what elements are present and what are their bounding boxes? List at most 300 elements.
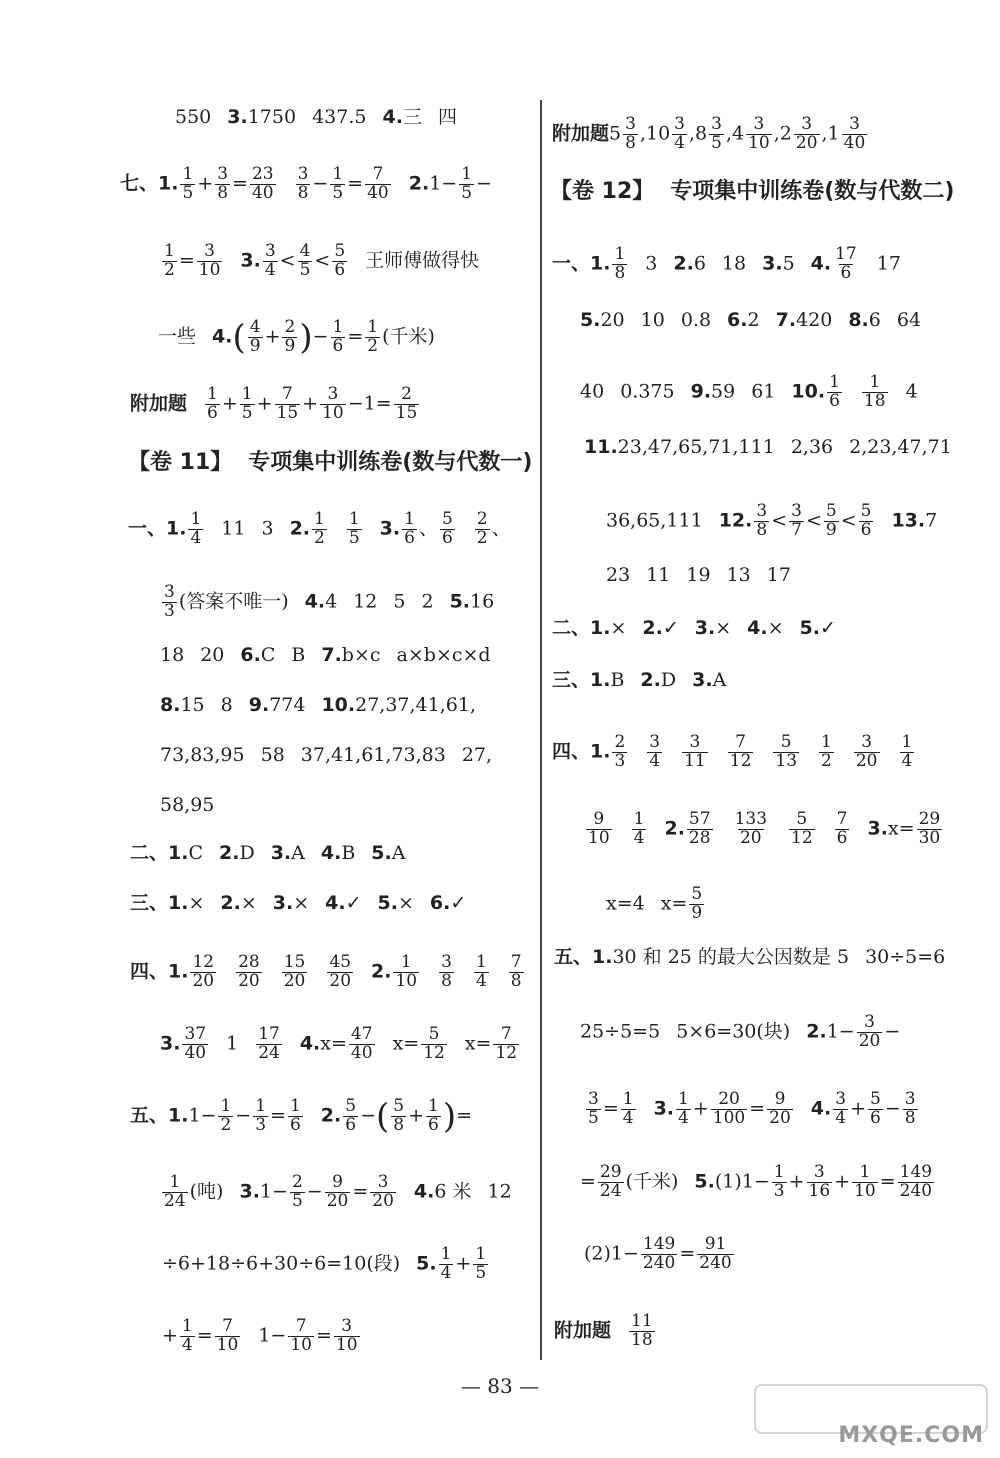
answer-line (130, 386, 421, 423)
item-label: 【卷 11】 (128, 450, 233, 475)
answer-line (130, 1098, 472, 1135)
answer-text: + (455, 1252, 472, 1275)
answer-text: 27,37,41,61, (355, 694, 476, 716)
fraction-denominator: 4 (678, 1107, 689, 1128)
answer-line (554, 948, 945, 967)
answer-text: B (341, 842, 356, 864)
answer-text: A (391, 842, 406, 864)
answer-text: 1− (826, 1020, 855, 1043)
fraction (676, 1091, 691, 1128)
answer-text: 3 (645, 252, 658, 275)
answer-text: 5 (393, 590, 406, 613)
fraction-numerator: 3 (649, 732, 661, 752)
item-label: 8. (848, 309, 869, 331)
answer-text: C (260, 644, 276, 666)
fraction-numerator: 1 (181, 1316, 193, 1336)
answer-text: 王师傅做得快 (365, 249, 480, 272)
answer-text: 30 和 25 的最大公因数是 5 (612, 946, 850, 968)
answer-line (160, 746, 492, 765)
item-label: 5. (449, 590, 471, 613)
fraction (612, 734, 627, 771)
answer-text: 2,23,47,71 (849, 436, 952, 458)
fraction-denominator: 4 (181, 1334, 193, 1355)
fraction-numerator: 133 (734, 809, 768, 829)
fraction-numerator: 1 (367, 317, 379, 337)
fraction-numerator: 5 (334, 241, 346, 261)
answer-text: 10 (640, 309, 665, 331)
answer-text: 4 (905, 380, 918, 403)
item-label: 四、1. (552, 740, 611, 763)
fraction-numerator: 2 (614, 732, 626, 752)
item-label: 4. (325, 892, 346, 914)
fraction (767, 1091, 793, 1128)
answer-text: 36,65,111 (606, 509, 703, 532)
fraction (162, 1174, 188, 1211)
item-label: 3. (867, 817, 888, 840)
fraction-denominator: 20 (238, 970, 260, 991)
answer-line (552, 246, 901, 283)
fraction-denominator: 12 (423, 1042, 445, 1063)
fraction-numerator: 1 (614, 244, 626, 264)
fraction-denominator: 3 (773, 1180, 785, 1201)
item-label: 3. (653, 1097, 675, 1120)
fraction (857, 1014, 883, 1051)
answer-text: ✓ (450, 892, 467, 914)
fraction-numerator: 149 (899, 1162, 933, 1182)
answer-text: 774 (269, 694, 306, 716)
fraction (236, 954, 262, 991)
fraction-denominator: 20 (769, 1107, 791, 1128)
fraction (275, 386, 301, 423)
fraction-denominator: 40 (251, 182, 274, 203)
answer-line (160, 1026, 521, 1063)
fraction (903, 1091, 918, 1128)
fraction-denominator: 5 (588, 1107, 599, 1128)
item-label: 11. (584, 436, 618, 458)
answer-text: + (692, 1097, 709, 1120)
fraction-denominator: 3 (255, 1114, 267, 1135)
watermark-url: MXQE.COM (838, 1423, 984, 1448)
fraction-numerator: 3 (625, 114, 636, 134)
answer-line (554, 1313, 657, 1350)
fraction-numerator: 1 (314, 509, 325, 529)
item-label: 12. (718, 509, 753, 532)
page-number: — 83 — (460, 1374, 540, 1398)
fraction-denominator: 10 (588, 827, 610, 848)
fraction (205, 386, 220, 423)
answer-text: = (315, 1324, 332, 1347)
answer-text: 18 (721, 252, 747, 275)
fraction-numerator: 9 (593, 809, 605, 829)
item-label: 4. (299, 1032, 321, 1055)
fraction (332, 243, 347, 280)
answer-text: 18 (160, 644, 185, 666)
answer-line (584, 1236, 736, 1273)
fraction-numerator: 1 (475, 1244, 487, 1264)
fraction (393, 954, 419, 991)
answer-text: 2,36 (790, 436, 834, 458)
answer-text: = (879, 1170, 896, 1193)
parenthesis: ( (232, 317, 246, 358)
answer-line (120, 166, 492, 203)
answer-line (580, 311, 921, 330)
fraction-numerator: 7 (500, 1024, 512, 1044)
fraction (672, 116, 687, 153)
answer-text: × (767, 617, 784, 639)
item-label: 4. (413, 1180, 435, 1203)
fraction (917, 811, 943, 848)
answer-text: 1− (258, 1324, 287, 1347)
fraction-denominator: 6 (870, 1107, 881, 1128)
fraction (365, 319, 380, 356)
fraction-denominator: 4 (901, 750, 913, 771)
fraction (439, 954, 454, 991)
fraction-denominator: 20 (329, 970, 352, 991)
fraction (833, 246, 859, 283)
fraction-denominator: 20 (326, 1190, 349, 1211)
fraction-numerator: 3 (835, 1089, 847, 1109)
item-label: 一、1. (128, 517, 187, 540)
fraction-numerator: 3 (217, 164, 229, 184)
fraction-numerator: 3 (297, 164, 309, 184)
fraction-numerator: 1 (869, 372, 881, 392)
fraction (835, 811, 850, 848)
fraction (402, 511, 417, 548)
fraction-denominator: 15 (395, 402, 418, 423)
fraction (182, 1026, 208, 1063)
answer-text: (答案不唯一) (178, 590, 289, 613)
fraction (320, 386, 346, 423)
answer-text: = (270, 1104, 286, 1127)
answer-line (160, 584, 494, 621)
answer-line (158, 319, 435, 356)
answer-text: × (188, 892, 205, 914)
answer-text: ,1 (821, 122, 840, 145)
fraction-numerator: 7 (295, 1316, 307, 1336)
fraction-numerator: 47 (350, 1024, 373, 1044)
fraction-numerator: 7 (735, 732, 746, 752)
answer-text: 11 (221, 517, 246, 540)
fraction-denominator: 5 (299, 259, 311, 280)
fraction (334, 1318, 360, 1355)
fraction-denominator: 10 (335, 1334, 358, 1355)
answer-text: 25÷5=5 (580, 1020, 661, 1043)
item-label: 3. (227, 106, 248, 128)
fraction-numerator: 1 (182, 164, 194, 184)
fraction-denominator: 8 (510, 970, 522, 991)
answer-text: (千米) (625, 1170, 679, 1193)
item-label: 6. (429, 892, 451, 914)
fraction-denominator: 20 (855, 750, 878, 771)
item-label: 4. (320, 842, 342, 864)
answer-text: 20 (200, 644, 225, 666)
answer-text: × (397, 892, 414, 914)
fraction (440, 511, 455, 548)
answer-text: ✓ (345, 892, 362, 914)
item-label: 2. (289, 517, 311, 540)
fraction-numerator: 7 (222, 1316, 233, 1336)
fraction-numerator: 1 (440, 1244, 452, 1264)
fraction (789, 811, 815, 848)
fraction (330, 166, 345, 203)
answer-line (584, 1091, 920, 1128)
fraction-numerator: 4 (299, 241, 311, 261)
answer-text: 4 (325, 590, 338, 613)
fraction (827, 374, 842, 411)
fraction (623, 116, 638, 153)
fraction (218, 1098, 233, 1135)
fraction-numerator: 1 (475, 952, 487, 972)
item-label: 6. (240, 644, 261, 666)
item-label: 二、1. (552, 617, 611, 639)
answer-text: + (302, 392, 319, 415)
item-label: 专项集中训练卷(数与代数一) (248, 450, 533, 475)
answer-text: 5 (782, 252, 795, 275)
fraction-numerator: 1 (289, 1096, 301, 1116)
fraction-denominator: 24 (258, 1042, 280, 1063)
answer-text: − (884, 1020, 901, 1043)
fraction-numerator: 5 (796, 809, 808, 829)
item-label: 5. (377, 892, 398, 914)
fraction-denominator: 18 (631, 1329, 653, 1350)
answer-line (160, 1174, 512, 1211)
parenthesis: ) (299, 317, 313, 358)
fraction-numerator: 3 (327, 384, 339, 404)
fraction-numerator: 37 (184, 1024, 207, 1044)
fraction-numerator: 1 (428, 1096, 439, 1116)
answer-text: 0.8 (680, 309, 712, 331)
fraction (854, 734, 880, 771)
fraction-numerator: 1 (821, 732, 832, 752)
item-label: 4. (212, 325, 233, 348)
fraction-denominator: 6 (840, 262, 852, 283)
fraction (253, 1098, 268, 1135)
answer-text: x= (392, 1032, 420, 1055)
answer-line (130, 954, 526, 991)
answer-line (606, 503, 937, 540)
fraction-denominator: 6 (289, 1114, 301, 1135)
fraction-numerator: 5 (345, 1096, 357, 1116)
watermark (758, 1384, 988, 1448)
fraction-numerator: 9 (332, 1172, 343, 1192)
fraction-denominator: 8 (297, 182, 309, 203)
answer-text: + (221, 392, 238, 415)
answer-text: 437.5 (312, 106, 367, 128)
fraction (612, 246, 627, 283)
fraction-numerator: 3 (164, 582, 175, 602)
fraction-denominator: 6 (332, 335, 344, 356)
fraction-numerator: 15 (283, 952, 306, 972)
answer-line (175, 108, 457, 127)
item-label: 三、1. (552, 669, 611, 691)
fraction-numerator: 4 (249, 317, 261, 337)
fraction (248, 319, 263, 356)
answer-text: 3 (261, 517, 274, 540)
answer-line (552, 671, 726, 690)
answer-text: = (602, 1097, 619, 1120)
fraction-denominator: 2 (314, 527, 325, 548)
fraction (898, 1164, 934, 1201)
fraction-denominator: 24 (164, 1190, 186, 1211)
fraction-numerator: 3 (813, 1162, 825, 1182)
fraction-numerator: 5 (393, 1096, 405, 1116)
item-label: 2. (673, 252, 694, 275)
fraction-numerator: 2 (401, 384, 412, 404)
fraction-numerator: 1 (633, 809, 645, 829)
item-label: 7. (775, 309, 797, 331)
fraction (687, 811, 713, 848)
answer-text: − (360, 1104, 376, 1127)
fraction (475, 511, 490, 548)
answer-text: 23 (606, 564, 631, 586)
fraction (728, 734, 754, 771)
fraction-numerator: 7 (510, 952, 522, 972)
fraction-numerator: 1 (859, 1162, 871, 1182)
fraction (256, 1026, 282, 1063)
fraction-denominator: 100 (712, 1107, 746, 1128)
fraction (215, 166, 230, 203)
fraction-numerator: 1 (348, 509, 360, 529)
answer-text: = (456, 1104, 473, 1127)
fraction (709, 116, 724, 153)
fraction-denominator: 8 (904, 1107, 916, 1128)
answer-text: − (235, 1104, 252, 1127)
parenthesis: ) (442, 1096, 457, 1137)
answer-text: 23,47,65,71,111 (617, 436, 775, 458)
fraction-denominator: 3 (614, 750, 626, 771)
fraction-denominator: 20 (192, 970, 215, 991)
fraction (474, 954, 489, 991)
fraction (312, 511, 327, 548)
right-column (540, 0, 1000, 1458)
item-label: 5. (580, 309, 601, 331)
fraction-denominator: 12 (791, 827, 813, 848)
item-label: 3. (272, 892, 294, 914)
fraction-numerator: 7 (836, 809, 848, 829)
fraction (288, 1318, 314, 1355)
answer-text: 17 (876, 252, 901, 275)
fraction-denominator: 20 (372, 1190, 394, 1211)
fraction-denominator: 10 (748, 132, 770, 153)
fraction-denominator: 20 (283, 970, 306, 991)
fraction-numerator: 57 (688, 809, 711, 829)
answer-line (162, 1246, 490, 1283)
answer-text: 59 (711, 380, 736, 403)
item-label: 2. (408, 172, 430, 195)
answer-text: (吨) (189, 1180, 224, 1203)
fraction-denominator: 4 (475, 970, 487, 991)
answer-text: (1)1− (714, 1170, 770, 1193)
fraction-numerator: 17 (835, 244, 857, 264)
fraction (807, 1164, 833, 1201)
answer-line (130, 894, 466, 913)
fraction-numerator: 5 (780, 732, 792, 752)
fraction-denominator: 20 (858, 1030, 881, 1051)
fraction-denominator: 12 (729, 750, 752, 771)
fraction (250, 166, 276, 203)
answer-text: 16 (470, 590, 495, 613)
fraction (629, 1313, 655, 1350)
fraction-denominator: 6 (345, 1114, 357, 1135)
fraction (343, 1098, 358, 1135)
answer-text: + (408, 1104, 425, 1127)
fraction (349, 1026, 375, 1063)
fraction-denominator: 4 (190, 527, 202, 548)
answer-text: 27, (461, 744, 493, 766)
answer-line (160, 696, 476, 715)
item-label: 4. (747, 617, 768, 639)
parenthesis: ( (376, 1096, 390, 1137)
fraction-denominator: 10 (854, 1180, 876, 1201)
fraction (852, 1164, 878, 1201)
answer-text: C (188, 842, 203, 864)
answer-line (128, 511, 511, 548)
item-label: 2. (640, 669, 661, 691)
fraction (868, 1091, 883, 1128)
answer-text: 1− (429, 172, 458, 195)
item-label: 3. (240, 249, 261, 272)
answer-line (606, 886, 706, 923)
fraction-numerator: 1 (901, 732, 913, 752)
item-label: 5. (371, 842, 392, 864)
fraction-denominator: 30 (918, 827, 941, 848)
answer-text: 12 (487, 1180, 512, 1203)
fraction-numerator: 7 (281, 384, 293, 404)
item-label: 四、1. (130, 960, 189, 983)
fraction-denominator: 4 (264, 259, 276, 280)
fraction-numerator: 2 (291, 1172, 303, 1192)
fraction (682, 734, 708, 771)
fraction-numerator: 1 (190, 509, 202, 529)
fraction-denominator: 8 (614, 262, 626, 283)
fraction-denominator: 2 (164, 259, 175, 280)
fraction-denominator: 6 (829, 390, 840, 411)
fraction-numerator: 3 (864, 1012, 875, 1032)
item-label: 2. (371, 960, 392, 983)
fraction (586, 1091, 601, 1128)
answer-text: + (264, 325, 281, 348)
answer-line (160, 243, 479, 280)
fraction (365, 166, 391, 203)
fraction (391, 1098, 406, 1135)
answer-text: 7 (925, 509, 938, 532)
answer-line (552, 734, 916, 771)
fraction (697, 1236, 733, 1273)
answer-text: x=4 (606, 892, 645, 915)
fraction-numerator: 3 (756, 501, 768, 521)
answer-text: 420 (796, 309, 833, 331)
fraction-numerator: 2 (476, 509, 488, 529)
fraction-denominator: 240 (899, 1180, 933, 1201)
answer-text: < (314, 249, 331, 272)
fraction (347, 511, 362, 548)
fraction-denominator: 9 (249, 335, 261, 356)
item-label: 附加题 (552, 122, 610, 145)
fraction-denominator: 15 (276, 402, 299, 423)
fraction (621, 1091, 636, 1128)
answer-text: 58 (260, 744, 285, 766)
fraction-numerator: 7 (372, 164, 384, 184)
item-label: 2. (219, 842, 240, 864)
fraction-numerator: 5 (825, 501, 837, 521)
fraction-denominator: 8 (756, 519, 768, 540)
fraction-denominator: 40 (843, 132, 866, 153)
item-label: 5. (416, 1252, 437, 1275)
fraction-numerator: 3 (204, 241, 215, 261)
fraction (331, 319, 346, 356)
answer-text: = (232, 172, 248, 195)
fraction-numerator: 1 (773, 1162, 785, 1182)
